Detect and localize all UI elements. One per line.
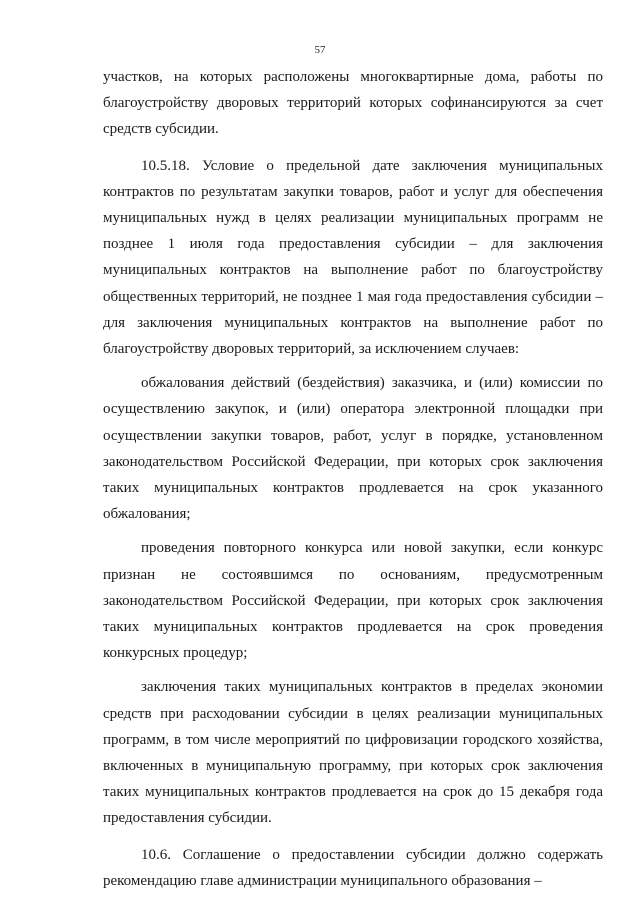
- paragraph-continuation: участков, на которых расположены многоквартирные дома, работы по благоустройству дворовых территорий которых софинансируются за счет средств субсидии.: [103, 69, 603, 138]
- paragraph-10-5-18: 10.5.18. Условие о предельной дате заключения муниципальных контрактов по результатам закупки товаров, работ и услуг для обеспечения муниципальных нужд в целях реализации муниципальных программ не позднее 1 июля года предоставления субсидии – для заключения муниципальных контрактов на выполнение работ по благоустройству общественных территорий, не позднее 1 мая года предоставления субсидии – для заключения муниципальных контрактов на выполнение работ по благоустройству дворовых территорий, за исключением случаев:: [103, 157, 603, 358]
- document-body: [103, 64, 603, 894]
- paragraph-repeat-tender-exception: проведения повторного конкурса или новой закупки, если конкурс признан не состоявшимся по основаниям, предусмотренным законодательством Российской Федерации, при которых срок заключения таких муниципальных контрактов продлевается на срок проведения конкурсных процедур;: [103, 540, 603, 662]
- page-number: 57: [314, 44, 326, 56]
- paragraph-10-6: 10.6. Соглашение о предоставлении субсидии должно содержать рекомендацию главе администрации муниципального образования –: [103, 846, 603, 889]
- paragraph-savings-exception: заключения таких муниципальных контрактов в пределах экономии средств при расходовании субсидии в целях реализации муниципальных программ, в том числе мероприятий по цифровизации городского хозяйства, включенных в муниципальную программу, при которых срок заключения таких муниципальных контрактов продлевается на срок до 15 декабря года предоставления субсидии.: [103, 679, 603, 827]
- paragraph-appeal-exception: обжалования действий (бездействия) заказчика, и (или) комиссии по осуществлению закупок, и (или) оператора электронной площадки при осуществлении закупки товаров, работ, услуг в порядке, установленном законодательством Российской Федерации, при которых срок заключения таких муниципальных контрактов продлевается на срок указанного обжалования;: [103, 375, 603, 523]
